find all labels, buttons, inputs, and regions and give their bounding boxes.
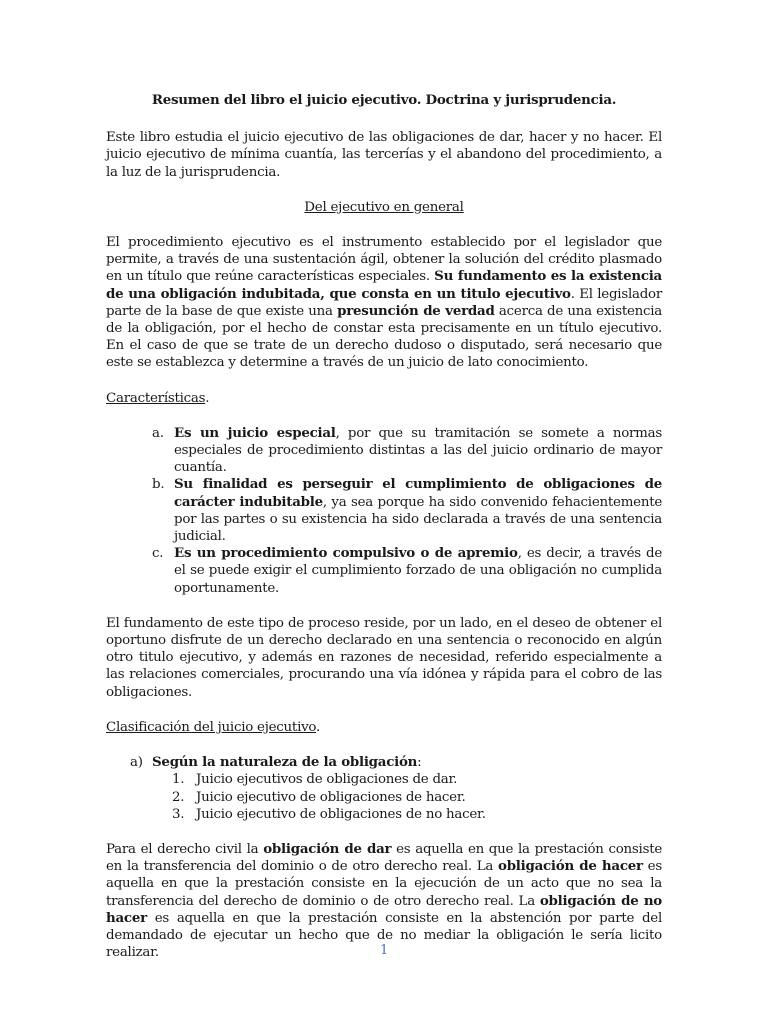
list-item-bold: Es un juicio especial bbox=[174, 424, 336, 441]
foundation-paragraph: El fundamento de este tipo de proceso reside, por un lado, en el deseo de obtener el oportuno disfrute de un derecho declarado en una sentencia o reconocido en algún otro titulo ejecutivo, y además en razones de necesidad, referido especialmente a las relaciones comerciales, procurando una vía idónea y rápida para el cobro de las obligaciones. bbox=[106, 615, 662, 700]
classification-group-a bbox=[106, 754, 662, 771]
general-text-e: acerca de una existencia de la obligación, por el hecho de constar esta precisamente en un título ejecutivo. En el caso de que se trate de un derecho dudoso o disputado, será necesario que este se establezca y determine a través de un juicio de lato conocimiento. bbox=[106, 303, 663, 371]
definitions-bold-dar: obligación de dar bbox=[263, 840, 392, 857]
list-item bbox=[106, 425, 662, 477]
characteristics-heading-text: Características bbox=[106, 390, 206, 406]
intro-paragraph: Este libro estudia el juicio ejecutivo de las obligaciones de dar, hacer y no hacer. El juicio ejecutivo de mínima cuantía, las tercerías y el abandono del procedimiento, a la luz de la jurisprudencia. bbox=[106, 130, 662, 180]
list-item bbox=[106, 476, 662, 545]
classification-numbered-list bbox=[106, 771, 662, 823]
definitions-bold-hacer: obligación de hacer bbox=[498, 858, 643, 875]
document-title: Resumen del libro el juicio ejecutivo. Doctrina y jurisprudencia. bbox=[151, 92, 617, 108]
definitions-text-7: es aquella en que la prestación consiste en la abstención por parte del demandado de ejecutar un hecho que de no mediar la obligación le sería licito realizar. bbox=[106, 910, 662, 961]
section-heading-general: Del ejecutivo en general bbox=[304, 199, 464, 215]
list-item bbox=[106, 789, 662, 806]
classification-heading-period: . bbox=[316, 719, 321, 735]
general-bold-presumption: presunción de verdad bbox=[337, 302, 495, 319]
group-a-colon: : bbox=[417, 755, 422, 771]
list-marker: c. bbox=[152, 546, 164, 562]
definitions-text-1: Para el derecho civil la bbox=[106, 841, 264, 857]
list-marker: a. bbox=[152, 425, 164, 441]
general-text-a: El procedimiento ejecutivo es el instrumento establecido por el legislador que permite, a través de una sustentación ágil, obtener la solución del crédito plasmado en un título que reúne características especiales. bbox=[106, 235, 662, 285]
classification-heading bbox=[106, 719, 662, 736]
list-item-text: Juicio ejecutivos de obligaciones de dar. bbox=[196, 772, 458, 788]
list-item bbox=[106, 771, 662, 788]
classification-heading-text: Clasificación del juicio ejecutivo bbox=[106, 719, 316, 735]
definitions-bold-no-hacer: obligación de no hacer bbox=[106, 892, 662, 926]
general-paragraph bbox=[106, 234, 662, 372]
group-a-marker: a) bbox=[130, 755, 143, 771]
list-item-text: , por que su tramitación se somete a normas especiales de procedimiento distintas a las del juicio ordinario de mayor cuantía. bbox=[174, 425, 662, 476]
list-marker: 1. bbox=[172, 772, 185, 788]
general-bold-foundation: Su fundamento es la existencia de una obligación indubitada, que consta en un titulo ejecutivo bbox=[106, 268, 662, 302]
list-item-text: Juicio ejecutivo de obligaciones de no hacer. bbox=[196, 806, 486, 822]
characteristics-list bbox=[106, 425, 662, 597]
list-item-text: Juicio ejecutivo de obligaciones de hacer. bbox=[196, 789, 466, 805]
characteristics-heading bbox=[106, 390, 662, 407]
characteristics-heading-period: . bbox=[205, 390, 210, 406]
list-marker: 2. bbox=[172, 789, 185, 805]
list-item-text: , es decir, a través de el se puede exigir el cumplimiento forzado de una obligación no cumplida oportunamente. bbox=[174, 546, 662, 596]
list-item-bold: Su finalidad es perseguir el cumplimiento de obligaciones de carácter indubitable bbox=[174, 476, 662, 510]
group-a-label: Según la naturaleza de la obligación bbox=[152, 754, 418, 771]
definitions-text-5: es aquella en que la prestación consiste en la ejecución de un acto que no sea la transferencia del derecho de dominio o de otro derecho real. La bbox=[106, 859, 662, 909]
list-item bbox=[106, 806, 662, 823]
list-item-bold: Es un procedimiento compulsivo o de apremio bbox=[174, 545, 518, 562]
list-item bbox=[106, 545, 662, 597]
general-text-c: . El legislador parte de la base de que existe una bbox=[106, 286, 663, 319]
list-marker: b. bbox=[152, 477, 165, 493]
definitions-text-3: es aquella en que la prestación consiste en la transferencia del dominio o de otro derecho real. La bbox=[106, 841, 662, 875]
page-number: 1 bbox=[379, 943, 389, 958]
list-item-text: , ya sea porque ha sido convenido fehacientemente por las partes o su existencia ha sido declarada a través de una sentencia judicial. bbox=[174, 494, 663, 545]
list-marker: 3. bbox=[172, 806, 185, 822]
